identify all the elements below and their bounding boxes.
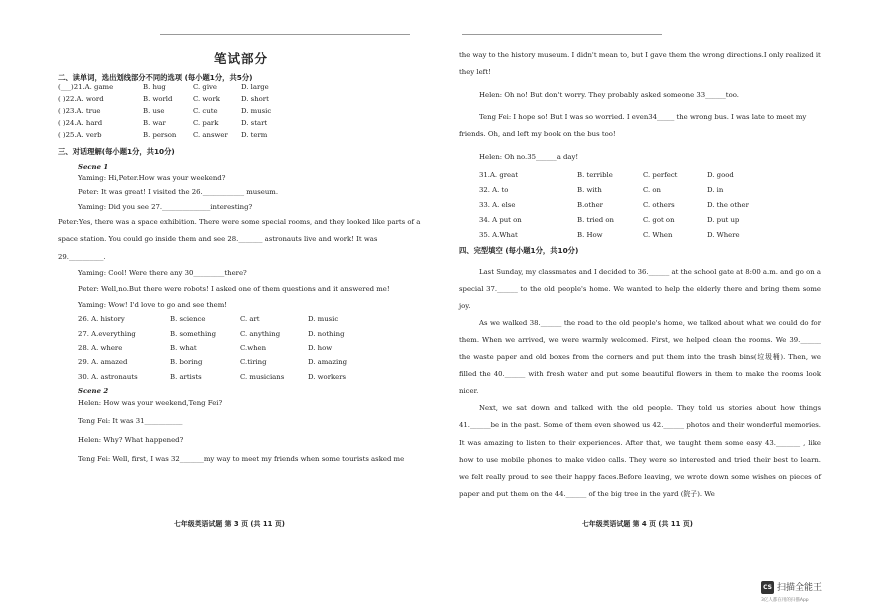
answer-option: C. When (643, 231, 673, 240)
question-options-row (479, 171, 821, 180)
answer-option: 29. A. amazed (78, 358, 128, 367)
word-row (58, 131, 424, 140)
answer-option: D. music (308, 315, 339, 324)
answer-option: D. in (707, 186, 724, 195)
dialogue-line: Yaming: Hi,Peter.How was your weekend? (78, 174, 226, 183)
top-rule-left (160, 34, 410, 35)
answer-option: B. boring (170, 358, 203, 367)
word-row (58, 119, 424, 128)
answer-option: 34. A put on (479, 216, 522, 225)
answer-option: D. the other (707, 201, 749, 210)
word-option: C. park (193, 118, 219, 127)
dialogue-line: Teng Fei: Well, first, I was 32_______my way to meet my friends when some tourists asked me (78, 454, 405, 463)
word-option: D. start (241, 118, 268, 127)
word-option: ( )24.A. hard (58, 118, 103, 127)
question-options-row (78, 315, 424, 324)
answer-option: 27. A.everything (78, 329, 136, 338)
right-page (459, 47, 821, 503)
scanner-logo-badge: CS (761, 581, 774, 594)
word-row (58, 107, 424, 116)
cloze-paragraph: As we walked 38.______ the road to the old people's home, we talked about what we could do for them. When we arrived, we were warmly welcomed. First, we helped clean the rooms. We 39.______ the waste paper and old boxes from the corners and put them into the trash bins(垃圾桶). Then, we filled the 40.______ with fresh water and put some beautiful flowers in them to make the rooms look nicer. (459, 318, 821, 396)
word-option: D. large (241, 82, 269, 91)
word-row (58, 95, 424, 104)
dialogue-line: Peter: Well,no.But there were robots! I asked one of them questions and it answered me! (78, 284, 390, 293)
answer-option: B. what (170, 343, 197, 352)
answer-option: B.other (577, 201, 603, 210)
word-option: B. person (143, 130, 177, 139)
answer-option: 30. A. astronauts (78, 372, 138, 381)
left-page (58, 38, 424, 473)
dialogue-line: Teng Fei: I hope so! But I was so worried. I even34_____ the wrong bus. I was late to meet my friends. Oh, and left my book on the bus too! (459, 113, 807, 139)
scene1-options (58, 315, 424, 381)
word-option: C. answer (193, 130, 228, 139)
scene1-dialogue (58, 174, 424, 310)
answer-option: 31.A. great (479, 171, 518, 180)
dialogue-line: Helen: Why? What happened? (78, 436, 184, 444)
answer-option: B. science (170, 315, 206, 324)
answer-option: B. something (170, 329, 217, 338)
answer-option: B. How (577, 231, 603, 240)
scene1-label: Secne 1 (78, 162, 109, 171)
answer-option: B. with (577, 186, 602, 195)
word-option: ( )23.A. true (58, 106, 101, 115)
word-option: B. world (143, 94, 173, 103)
answer-option: C. got on (643, 216, 675, 225)
answer-option: D. workers (308, 372, 347, 381)
word-option: ( )22.A. word (58, 94, 104, 103)
dialogue-line: Helen: Oh no! But don't worry. They probably asked someone 33______too. (479, 90, 739, 99)
answer-option: D. how (308, 343, 333, 352)
answer-option: D. put up (707, 216, 740, 225)
scene2-dialogue-continued (459, 47, 821, 166)
answer-option: 32. A. to (479, 186, 509, 195)
scanner-tagline: 3亿人都在用的扫描App (761, 598, 809, 603)
word-option: C. give (193, 82, 217, 91)
scene2-options (459, 171, 821, 240)
dialogue-line: Yaming: Cool! Were there any 30_________there? (78, 269, 247, 278)
answer-option: 33. A. else (479, 201, 516, 210)
section2-rows (58, 83, 424, 140)
answer-option: C.tiring (240, 358, 267, 367)
answer-option: 26. A. history (78, 315, 125, 324)
question-options-row (78, 330, 424, 339)
section3-heading: 三、对话理解(每小题1分，共10分) (58, 147, 175, 157)
question-options-row (78, 373, 424, 382)
question-options-row (479, 201, 821, 210)
question-options-row (479, 186, 821, 195)
word-option: C. work (193, 94, 220, 103)
dialogue-line: Helen: How was your weekend,Teng Fei? (78, 398, 223, 407)
answer-option: 35. A.What (479, 231, 518, 240)
word-row (58, 83, 424, 92)
question-options-row (479, 231, 821, 240)
answer-option: C. musicians (240, 372, 285, 381)
page-title: 笔试部分 (213, 51, 268, 66)
section4-heading: 四、完型填空 (每小题1分，共10分) (459, 246, 579, 256)
section2-heading: 二、读单词，选出划线部分不同的选项 (每小题1分，共5分) (58, 72, 253, 82)
answer-option: B. terrible (577, 171, 613, 180)
word-option: D. term (241, 130, 268, 139)
top-rule-right (462, 34, 662, 35)
answer-option: C.when (240, 343, 267, 352)
cloze-paragraph: Last Sunday, my classmates and I decided to 36.______ at the school gate at 8:00 a.m. and go on a special 37.______ to the old people's home. We wanted to help the elderly there and bring them some joy. (459, 267, 821, 310)
left-footer: 七年级英语试题 第 3 页 (共 11 页) (174, 520, 285, 528)
scene2-dialogue (58, 399, 424, 464)
word-option: B. war (143, 118, 166, 127)
answer-option: C. others (643, 201, 675, 210)
cloze-passage (459, 264, 821, 503)
question-options-row (78, 344, 424, 353)
word-option: B. use (143, 106, 165, 115)
answer-option: C. on (643, 186, 661, 195)
word-option: C. cute (193, 106, 218, 115)
answer-option: C. art (240, 315, 260, 324)
scanner-name: 扫描全能王 (777, 583, 823, 593)
answer-option: B. artists (170, 372, 202, 381)
answer-option: D. good (707, 171, 734, 180)
word-option: B. hug (143, 82, 166, 91)
scanner-watermark (759, 578, 865, 608)
scene2-label: Scene 2 (78, 387, 109, 396)
answer-option: 28. A. where (78, 343, 123, 352)
question-options-row (78, 358, 424, 367)
word-option: D. short (241, 94, 269, 103)
right-footer: 七年级英语试题 第 4 页 (共 11 页) (582, 520, 693, 528)
answer-option: C. perfect (643, 171, 678, 180)
question-options-row (479, 216, 821, 225)
answer-option: D. nothing (308, 329, 345, 338)
dialogue-line: Yaming: Did you see 27.______________interesting? (78, 202, 253, 211)
dialogue-line: the way to the history museum. I didn't mean to, but I gave them the wrong directions.I only realized it they left! (459, 51, 821, 76)
word-option: (___)21.A. game (58, 82, 114, 91)
word-option: D. music (241, 106, 272, 115)
dialogue-line: Teng Fei: It was 31___________ (78, 417, 183, 426)
answer-option: D. Where (707, 231, 740, 240)
dialogue-line: Peter: It was great! I visited the 26.____________ museum. (78, 188, 279, 197)
dialogue-line: Helen: Oh no.35______a day! (479, 152, 579, 161)
dialogue-line: Yaming: Wow! I'd love to go and see them! (78, 301, 228, 310)
answer-option: B. tried on (577, 216, 614, 225)
word-option: ( )25.A. verb (58, 130, 102, 139)
answer-option: C. anything (240, 329, 281, 338)
cloze-paragraph: Next, we sat down and talked with the old people. They told us stories about how things 41.______be in the past. Some of them even showed us 42.______ photos and their wonderful memories. It was amazing to listen to their experiences. After that, we taught them some easy 43._______ , like how to use mobile phones to make video calls. They were so interested and tried their best to learn. we felt really proud to see their happy faces.Before leaving, we wrote down some wishes on pieces of paper and put them on the 44.______ of the big tree in the yard (院子). We (459, 404, 821, 498)
dialogue-line: Peter:Yes, there was a space exhibition. There were some special rooms, and they looked like parts of a space station. You could go inside them and see 28._______ astronauts live and work! It was 29.__________. (58, 217, 421, 261)
answer-option: D. amazing (308, 358, 348, 367)
